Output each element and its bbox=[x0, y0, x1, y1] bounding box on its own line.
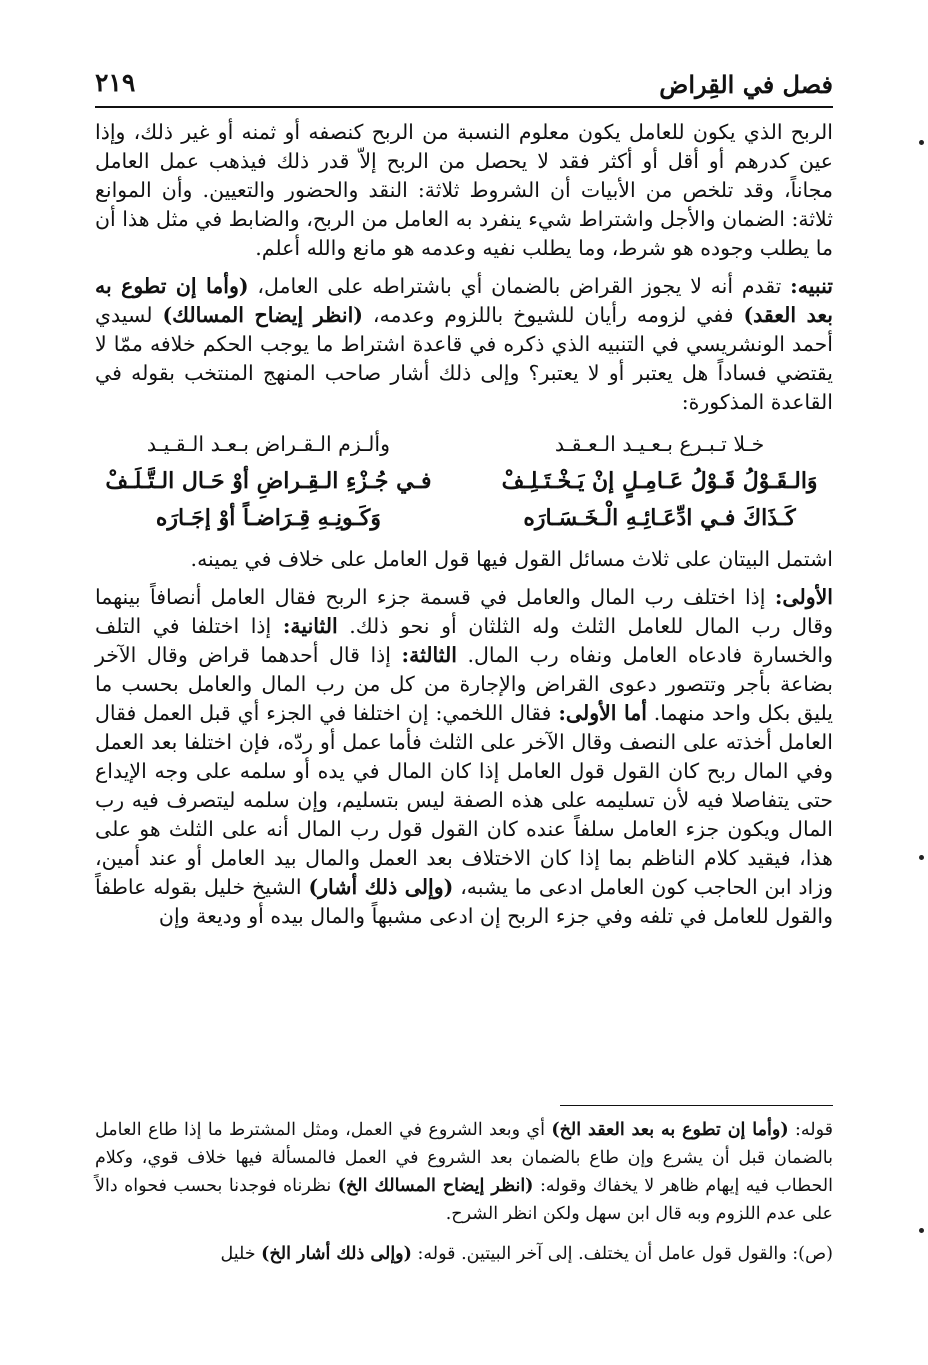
main-text bbox=[95, 118, 833, 940]
margin-mark bbox=[919, 1228, 924, 1233]
section-label: الأولى: bbox=[774, 585, 833, 609]
text-run: إذا اختلفا في التلف والخسارة فادعاه العامل ونفاه رب المال. bbox=[95, 614, 833, 667]
paragraph-1: الربح الذي يكون للعامل يكون معلوم النسبة من الربح كنصفه أو ثمنه أو غير ذلك، وإذا عين كدرهم أو أقل أو أكثر فقد لا يحصل من الربح إلاّ قدر ذلك فيذهب عمل العامل مجاناً، وقد تلخص من الأبيات أن الشروط ثلاثة: النقد والحضور والتعيين. وأن الموانع ثلاثة: الضمان والأجل واشتراط شيء ينفرد به العامل من الربح، والضابط في مثل هذا أن ما يطلب وجوده هو شرط، وما يطلب نفيه وعدمه هو مانع والله أعلم. bbox=[95, 120, 833, 260]
text-run: أي وبعد الشروع في العمل، ومثل المشترط ما إذا طاع العامل بالضمان قبل أن يشرع وإن طاع بالضمان بعد الشروع في العمل فالمسألة فيها خلاف قوي، وكلام الحطاب فيه إيهام ظاهر لا يخفاك وقوله: bbox=[95, 1120, 833, 1196]
margin-mark bbox=[919, 855, 924, 860]
bold-quote: (انظر إيضاح المسالك الخ) bbox=[337, 1176, 534, 1196]
footnotes bbox=[95, 1116, 833, 1268]
paragraph-4 bbox=[95, 583, 833, 931]
text-run: فقال اللخمي: إن اختلفا في الجزء أي قبل العمل فقال العامل أخذته على النصف وقال الآخر على الثلث فأما عمل أو ردّه، فإن اختلفا بعد العمل وفي المال ربح كان القول قول العامل إذا كان المال في يده أو سلمه على وجه الإيداع حتى يتفاصلا فيه لأن تسليمه على هذه الصفة ليس بتسليم، وإن سلمه ليتصرف فيه رب المال ويكون جزء العامل سلفاً عنده كان القول قول رب المال أنه على الثلث هو على هذا، فيقيد كلام الناظم بما إذا كان الاختلاف بعد العمل والمال بيد العامل أو عند أمين، وزاد ابن الحاجب كون العامل ادعى ما يشبه، bbox=[95, 701, 833, 899]
text-run: خليل bbox=[220, 1244, 262, 1264]
verse-line bbox=[95, 426, 833, 463]
text-run: قوله: bbox=[788, 1120, 833, 1140]
text-run: إذا قال أحدهما قراض وقال الآخر بضاعة بأجر وتتصور دعوى القراض والإجارة من كل من رب المال والعامل بحسب ما يليق بكل واحد منهما. bbox=[95, 643, 833, 725]
verse-hemistich-right: وَالـقَـوْلُ قَـوْلُ عَـامِـلٍ إنْ يَـخْـتَـلِـفْ bbox=[501, 468, 818, 494]
verse-line bbox=[95, 463, 833, 500]
verse-hemistich-left: فـي جُـزْءِ الـقِـراضِ أوْ حَـال الـتَّـلَـفْ bbox=[105, 468, 432, 494]
verse-hemistich-right: كَـذَاكَ فـي ادِّعَـائِـهِ الْـخَـسَـارَه bbox=[523, 505, 796, 531]
verse-hemistich-left: وألـزم الـقـراض بـعـد الـقـيـد bbox=[146, 432, 391, 456]
running-header bbox=[95, 66, 833, 108]
paragraph-tanbih bbox=[95, 272, 833, 417]
section-label: أما الأولى: bbox=[558, 701, 647, 725]
bold-quote: (وإلى ذلك أشار) bbox=[308, 875, 454, 899]
verse-block bbox=[95, 426, 833, 537]
margin-mark bbox=[919, 140, 924, 145]
verse-line bbox=[95, 500, 833, 537]
footnote-divider bbox=[560, 1105, 833, 1106]
chapter-title: فصل في القِراض bbox=[659, 70, 833, 99]
bold-quote: (وإلى ذلك أشار الخ) bbox=[261, 1244, 412, 1264]
bold-quote: (وأما إن تطوع به بعد العقد الخ) bbox=[551, 1120, 789, 1140]
section-label: الثانية: bbox=[282, 614, 338, 638]
text-run: نظرناه فوجدنا بحسب فحواه دالاً على عدم اللزوم وبه قال ابن سهل ولكن انظر الشرح. bbox=[95, 1176, 833, 1224]
footnote-2 bbox=[95, 1240, 833, 1268]
bold-quote: (انظر إيضاح المسالك) bbox=[162, 303, 363, 327]
footnote-1 bbox=[95, 1116, 833, 1228]
verse-hemistich-left: وَكَـونِـهِ قِـرَاضـاً أوْ إجَـارَه bbox=[155, 505, 381, 531]
text-run: لسيدي أحمد الونشريسي في التنبيه الذي ذكره في قاعدة اشتراط ما يوجب الحكم خلافه ممّا لا يقتضي فساداً هل يعتبر أو لا يعتبر؟ وإلى ذلك أشار صاحب المنهج المنتخب بقوله في القاعدة المذكورة: bbox=[95, 303, 833, 414]
text-run: ففي لزومه رأيان للشيوخ باللزوم وعدمه، bbox=[362, 303, 744, 327]
paragraph-3: اشتمل البيتان على ثلاث مسائل القول فيها قول العامل على خلاف في يمينه. bbox=[190, 547, 833, 571]
verse-hemistich-right: خـلا تـبـرع بـعـيـد الـعـقـد bbox=[554, 432, 765, 456]
text-run: (ص): والقول قول عامل أن يختلف. إلى آخر البيتين. قوله: bbox=[411, 1244, 833, 1264]
text-run: تقدم أنه لا يجوز القراض بالضمان أي باشتراطه على العامل، bbox=[248, 274, 791, 298]
section-label: الثالثة: bbox=[401, 643, 457, 667]
bold-quote: (وأما إن تطوع به بعد العقد) bbox=[95, 274, 833, 327]
text-run: الشيخ خليل بقوله عاطفاً والقول للعامل في تلفه وفي جزء الربح إن ادعى مشبهاً والمال بيده أو وديعة وإن bbox=[95, 875, 833, 928]
page-number: ٢١٩ bbox=[95, 68, 136, 97]
tanbih-label: تنبيه: bbox=[790, 274, 833, 298]
text-run: إذا اختلف رب المال والعامل في قسمة جزء الربح فقال العامل أنصافاً بينهما وقال رب المال للعامل الثلث وله الثلثان أو نحو ذلك. bbox=[95, 585, 833, 638]
